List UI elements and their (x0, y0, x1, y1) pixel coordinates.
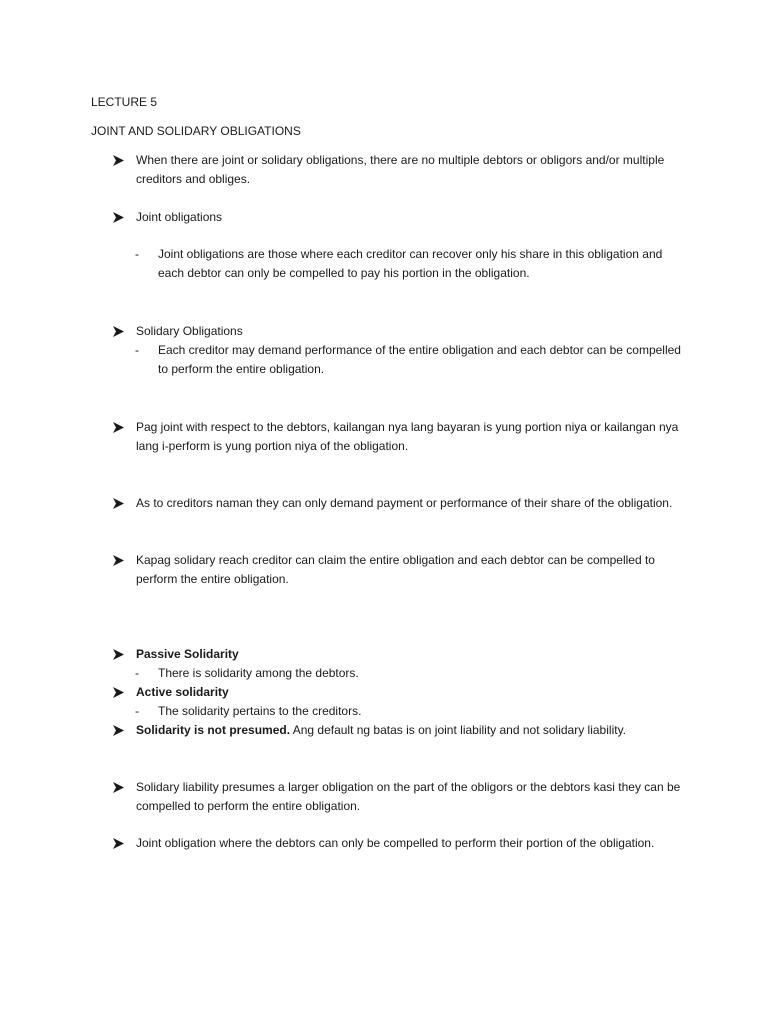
list-item-text: Solidary liability presumes a larger obligation on the part of the obligors or the debtors kasi they can be compelled to perform the entire obligation. (136, 780, 681, 813)
list-item (113, 683, 683, 702)
list-item-text: Active solidarity (136, 685, 229, 699)
arrowhead-bullet-icon (113, 326, 124, 337)
sub-item-text: Joint obligations are those where each creditor can recover only his share in this obligation and each debtor can only be compelled to pay his portion in the obligation. (158, 247, 663, 280)
list-item-text: Joint obligations (136, 210, 223, 224)
list-item (113, 551, 683, 589)
list-item (113, 208, 683, 227)
list-item-text: As to creditors naman they can only demand payment or performance of their share of the obligation. (136, 496, 673, 510)
list-item-text (136, 721, 683, 740)
list-item (113, 834, 683, 853)
sub-item (113, 664, 683, 683)
list-item (113, 645, 683, 664)
list-item-text: Joint obligation where the debtors can only be compelled to perform their portion of the obligation. (136, 836, 655, 850)
list-item-text: Kapag solidary reach creditor can claim the entire obligation and each debtor can be compelled to perform the entire obligation. (136, 553, 655, 586)
arrowhead-bullet-icon (113, 555, 124, 566)
arrowhead-bullet-icon (113, 838, 124, 849)
dash-marker: - (135, 343, 139, 357)
list-item (113, 151, 683, 189)
dash-marker: - (135, 666, 139, 680)
arrowhead-bullet-icon (113, 155, 124, 166)
list-item-text: Solidary Obligations (136, 324, 243, 338)
sub-item (113, 341, 683, 379)
arrowhead-bullet-icon (113, 422, 124, 433)
sub-item-text: The solidarity pertains to the creditors. (158, 704, 362, 718)
arrowhead-bullet-icon (113, 498, 124, 509)
lecture-label: LECTURE 5 (91, 95, 158, 109)
arrowhead-bullet-icon (113, 649, 124, 660)
arrowhead-bullet-icon (113, 212, 124, 223)
list-item (113, 418, 683, 456)
list-item-text: Passive Solidarity (136, 647, 239, 661)
emphasis-text: Solidarity is not presumed. (136, 723, 291, 737)
arrowhead-bullet-icon (113, 725, 124, 736)
list-item-text: Pag joint with respect to the debtors, kailangan nya lang bayaran is yung portion niya or kailangan nya lang i-perform is yung portion niya of the obligation. (136, 420, 679, 453)
list-item-rest-text: Ang default ng batas is on joint liability and not solidary liability. (290, 723, 627, 737)
arrowhead-bullet-icon (113, 782, 124, 793)
list-item (113, 721, 683, 740)
list-item (113, 778, 683, 816)
sub-item (113, 245, 683, 283)
sub-item (113, 702, 683, 721)
list-item (113, 322, 683, 341)
document-title: JOINT AND SOLIDARY OBLIGATIONS (91, 124, 301, 138)
list-item-text: When there are joint or solidary obligations, there are no multiple debtors or obligors and/or multiple creditors and obliges. (136, 153, 665, 186)
sub-item-text: Each creditor may demand performance of the entire obligation and each debtor can be compelled to perform the entire obligation. (158, 343, 681, 376)
dash-marker: - (135, 704, 139, 718)
list-item (113, 494, 683, 513)
sub-item-text: There is solidarity among the debtors. (158, 666, 359, 680)
dash-marker: - (135, 247, 139, 261)
arrowhead-bullet-icon (113, 687, 124, 698)
